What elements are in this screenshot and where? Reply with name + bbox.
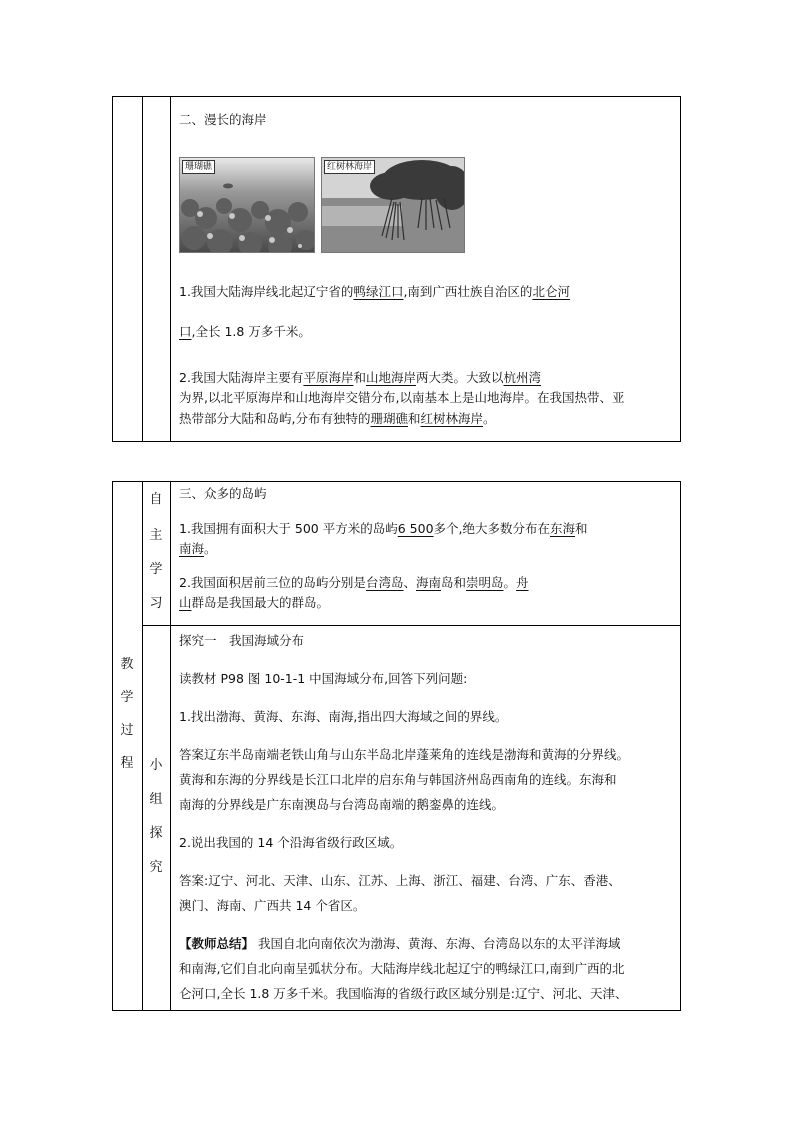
answer-taiwan: 台湾岛: [365, 575, 404, 590]
table-islands: 教 学 过 程 自 主 学 习 小 组 探 究 三、众多的岛屿 1.我国拥有面积大于 500 平方米的岛屿6 500多个,绝大多数分布在东海和 南海。 2.我国面积居前三位的岛屿分别是台湾岛、海南岛和崇明岛。舟 山群岛是我国最大的群岛。 探究一 我国海域分布 读教材 P98 图 10-1-1 中国海域分布,回答下列问题: 1.找出渤海、黄海、东海、南海,指出四大海域之间的界线。 答案辽东半岛南端老铁山角与山东半岛北岸蓬莱角的连线是渤海和黄海的分界线。 黄海和东海的分界线是长江口北岸的启东角与韩国济州岛西南角的连线。东海和 南海的分界线是广东南澳岛与台湾岛南端的鹅銮鼻的连线。 2.说出我国的 14 个沿海省级行政区域。 答案:辽宁、河北、天津、山东、江苏、上海、浙江、福建、台湾、广东、香港、 澳门、海南、广西共 14 个省区。 【教师总结】 我国自北向南依次为渤海、黄海、东海、台湾岛以东的太平洋海域 和南海,它们自北向南呈弧状分布。大陆海岸线北起辽宁的鸭绿江口,南到广西的北 仑河口,全长 1.8 万多千米。我国临海的省级行政区域分别是:辽宁、河北、天津、: [112, 481, 681, 1011]
answer-beilun-river: 北仑河: [532, 284, 570, 299]
explore-a2-line2: 澳门、海南、广西共 14 个省区。: [179, 898, 366, 913]
section-heading: 二、漫长的海岸: [179, 112, 267, 127]
read-instruction: 读教材 P98 图 10-1-1 中国海域分布,回答下列问题:: [179, 671, 468, 686]
answer-mangrove: 红树林海岸: [420, 411, 484, 426]
answer-6500: 6 500: [397, 521, 434, 536]
answer-east-sea: 东海: [550, 521, 576, 536]
explore-q1: 1.找出渤海、黄海、东海、南海,指出四大海域之间的界线。: [179, 709, 508, 724]
explore-a1-line2: 黄海和东海的分界线是长江口北岸的启东角与韩国济州岛西南角的连线。东海和: [179, 772, 617, 787]
mangrove-coast-photo: [321, 157, 465, 253]
coast-q1-line1: 1.我国大陆海岸线北起辽宁省的鸭绿江口,南到广西壮族自治区的北仑河: [179, 284, 570, 299]
islands-q2-line1: 2.我国面积居前三位的岛屿分别是台湾岛、海南岛和崇明岛。舟: [179, 575, 529, 590]
section-heading: 三、众多的岛屿: [179, 486, 267, 501]
coast-q2-line2: 为界,以北平原海岸和山地海岸交错分布,以南基本上是山地海岸。在我国热带、亚: [179, 390, 625, 405]
teacher-summary-line2: 和南海,它们自北向南呈弧状分布。大陆海岸线北起辽宁的鸭绿江口,南到广西的北: [179, 961, 625, 976]
table-coast: [112, 96, 681, 442]
coast-q2-line1: 2.我国大陆海岸主要有平原海岸和山地海岸两大类。大致以杭州湾: [179, 370, 542, 385]
explore-title: 探究一 我国海域分布: [179, 633, 305, 648]
islands-q1-line1: 1.我国拥有面积大于 500 平方米的岛屿6 500多个,绝大多数分布在东海和: [179, 521, 588, 536]
answer-yalu-river: 鸭绿江口: [353, 284, 404, 299]
explore-content: [171, 626, 680, 1010]
answer-mountain-coast: 山地海岸: [365, 370, 416, 385]
islands-q1-line2: 南海。: [179, 541, 217, 556]
explore-a2-line1: 答案:辽宁、河北、天津、山东、江苏、上海、浙江、福建、台湾、广东、香港、: [179, 873, 621, 888]
explore-a1-line1: 答案辽东半岛南端老铁山角与山东半岛北岸蓬莱角的连线是渤海和黄海的分界线。: [179, 747, 630, 762]
answer-chongming: 崇明岛: [466, 575, 504, 590]
coast-q2-line3: 热带部分大陆和岛屿,分布有独特的珊瑚礁和红树林海岸。: [179, 411, 496, 426]
coral-photo-label: 珊瑚礁: [182, 160, 215, 174]
explore-q2: 2.说出我国的 14 个沿海省级行政区域。: [179, 835, 403, 850]
answer-hangzhou-bay: 杭州湾: [503, 370, 542, 385]
coast-content: [171, 97, 680, 441]
explore-a1-line3: 南海的分界线是广东南澳岛与台湾岛南端的鹅銮鼻的连线。: [179, 797, 505, 812]
answer-coral-reef: 珊瑚礁: [370, 411, 408, 426]
answer-zhoushan: 山: [179, 595, 192, 610]
summary-tag: 【教师总结】: [179, 936, 255, 951]
coast-q1-line2: 口,全长 1.8 万多千米。: [179, 324, 311, 339]
answer-south-sea: 南海: [179, 541, 205, 556]
islands-q2-line2: 山群岛是我国最大的群岛。: [179, 595, 330, 610]
mangrove-photo-label: 红树林海岸: [324, 160, 375, 174]
teacher-summary-line1: 【教师总结】 我国自北向南依次为渤海、黄海、东海、台湾岛以东的太平洋海域: [179, 936, 621, 951]
coral-reef-photo: [179, 157, 315, 253]
teacher-summary-line3: 仑河口,全长 1.8 万多千米。我国临海的省级行政区域分别是:辽宁、河北、天津、: [179, 986, 628, 1001]
answer-hainan: 海南: [415, 575, 441, 590]
islands-content: [171, 482, 680, 625]
answer-plain-coast: 平原海岸: [303, 370, 354, 385]
